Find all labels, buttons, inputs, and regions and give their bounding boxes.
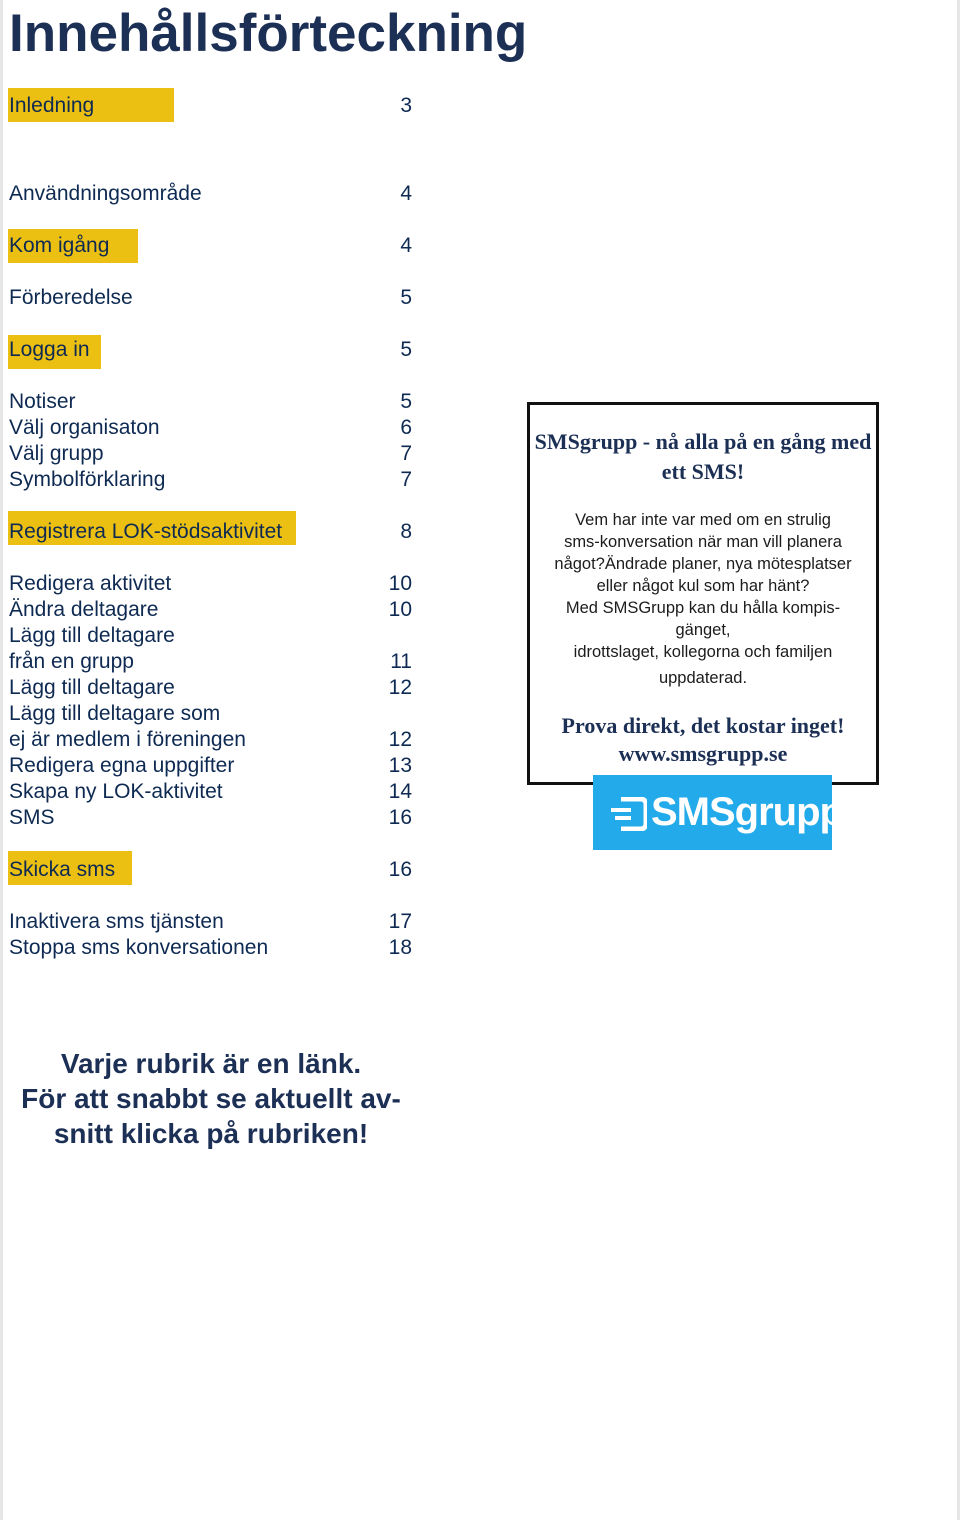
toc-title: Skicka sms (9, 858, 116, 881)
toc-title: Ändra deltagare (9, 598, 159, 621)
toc-page: 17 (388, 910, 412, 933)
ad-body-line: uppdaterad. (658, 669, 748, 687)
ad-body-line: eller något kul som har hänt? (596, 577, 810, 595)
toc-title: Användningsområde (9, 182, 202, 205)
toc-link-andra-deltagare[interactable] (8, 597, 414, 623)
toc-page: 7 (400, 442, 412, 465)
toc-page: 16 (388, 858, 412, 881)
toc-link-redigera-aktivitet[interactable] (8, 571, 414, 597)
toc-title: Symbolförklaring (9, 468, 166, 491)
ad-body-line: sms-konversation när man vill planera (564, 533, 842, 551)
toc-link-registrera-lok[interactable] (8, 519, 414, 545)
toc-title: Välj grupp (9, 442, 104, 465)
toc-page: 5 (400, 286, 412, 309)
toc-title-line1: Lägg till deltagare (9, 624, 175, 647)
note-line: snitt klicka på rubriken! (53, 1118, 369, 1149)
page-title: Innehållsförteckning (9, 4, 528, 63)
toc-title: Välj organisaton (9, 416, 160, 439)
toc-link-inaktivera-sms[interactable] (8, 909, 414, 935)
toc-title-line2: ej är medlem i föreningen (9, 728, 246, 751)
toc-page: 8 (400, 520, 412, 543)
toc-page: 4 (400, 234, 412, 257)
toc-title: Notiser (9, 390, 76, 413)
toc-page: 10 (388, 598, 412, 621)
page-edge-left (0, 0, 3, 1520)
toc-title: Redigera aktivitet (9, 572, 172, 595)
toc-page: 6 (400, 416, 412, 439)
toc-title: Inledning (9, 94, 95, 117)
toc-page: 12 (388, 676, 412, 699)
toc-page: 5 (400, 390, 412, 413)
ad-body-line: gänget, (675, 621, 731, 639)
toc-page: 16 (388, 806, 412, 829)
toc-link-valj-grupp[interactable] (8, 441, 414, 467)
toc-link-lagg-till-ej-medlem[interactable] (8, 701, 414, 753)
toc-link-forberedelse[interactable] (8, 285, 414, 311)
ad-cta (530, 712, 876, 768)
toc-page: 12 (388, 728, 412, 751)
ad-body-line: något?Ändrade planer, nya mötesplatser (554, 555, 852, 573)
toc-title-line1: Lägg till deltagare som (9, 702, 221, 725)
note-line: För att snabbt se aktuellt av- (21, 1083, 401, 1114)
toc-link-anvandningsomrade[interactable] (8, 181, 414, 207)
toc-link-redigera-egna-uppgifter[interactable] (8, 753, 414, 779)
toc-page: 11 (390, 650, 412, 673)
toc-link-skicka-sms[interactable] (8, 857, 414, 883)
toc-page: 10 (388, 572, 412, 595)
toc-page: 5 (400, 338, 412, 361)
toc-page: 7 (400, 468, 412, 491)
chat-bubble-icon (611, 797, 647, 831)
toc-link-lagg-till-fran-grupp[interactable] (8, 623, 414, 675)
ad-body-line: Med SMSGrupp kan du hålla kompis- (565, 599, 841, 617)
toc-title: Logga in (9, 338, 90, 361)
toc-title: Registrera LOK-stödsaktivitet (9, 520, 283, 543)
logo-text: SMSgrupp (651, 790, 843, 834)
toc-title: Stoppa sms konversationen (9, 936, 269, 959)
toc-page: 4 (400, 182, 412, 205)
toc-link-inledning[interactable] (8, 93, 414, 119)
toc-link-symbolforklaring[interactable] (8, 467, 414, 493)
toc-page: 18 (388, 936, 412, 959)
toc-link-valj-organisaton[interactable] (8, 415, 414, 441)
link-hint-note (8, 1046, 414, 1151)
ad-body-line: Vem har inte var med om en strulig (575, 511, 831, 529)
toc-link-skapa-ny-lok[interactable] (8, 779, 414, 805)
toc-link-sms[interactable] (8, 805, 414, 831)
sms-ad-box (527, 402, 879, 785)
toc-page: 3 (400, 94, 412, 117)
toc-title: Förberedelse (9, 286, 133, 309)
ad-body-line: idrottslaget, kollegorna och familjen (573, 643, 833, 661)
smsgrupp-logo[interactable] (593, 775, 843, 850)
toc-link-kom-igang[interactable] (8, 233, 414, 259)
note-line: Varje rubrik är en länk. (60, 1048, 362, 1079)
toc-page: 13 (388, 754, 412, 777)
toc-title-line2: från en grupp (9, 650, 134, 673)
toc-link-lagg-till-deltagare[interactable] (8, 675, 414, 701)
toc-title: SMS (9, 806, 55, 829)
toc-title: Lägg till deltagare (9, 676, 175, 699)
toc-page: 14 (388, 780, 412, 803)
ad-body (530, 509, 876, 689)
toc-title: Kom igång (9, 234, 110, 257)
toc-title: Inaktivera sms tjänsten (9, 910, 224, 933)
toc-title: Skapa ny LOK-aktivitet (9, 780, 223, 803)
ad-headline: SMSgrupp - nå alla på en gång med ett SMS! (534, 429, 872, 484)
ad-website-link[interactable]: www.smsgrupp.se (618, 741, 788, 766)
toc-link-notiser[interactable] (8, 389, 414, 415)
toc-link-logga-in[interactable] (8, 337, 414, 363)
toc-link-stoppa-sms[interactable] (8, 935, 414, 961)
toc-title: Redigera egna uppgifter (9, 754, 235, 777)
ad-cta-line: Prova direkt, det kostar inget! (561, 713, 845, 738)
